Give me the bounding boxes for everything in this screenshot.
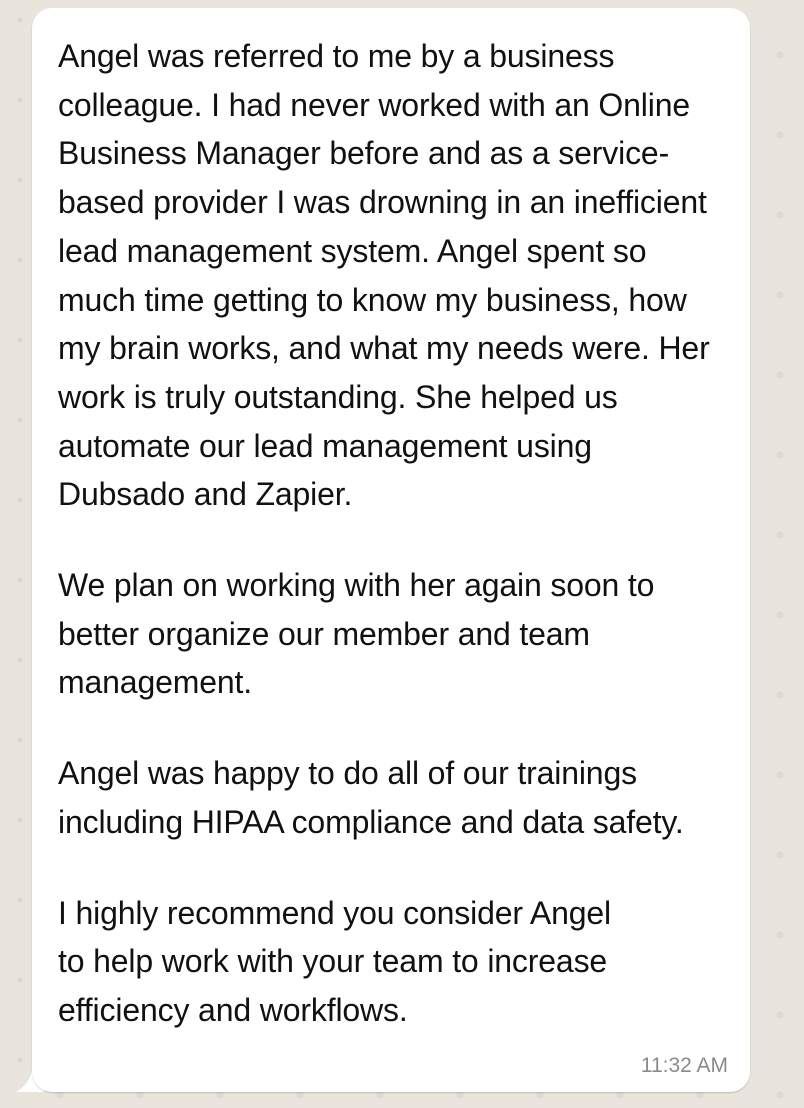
- message-paragraph-2: We plan on working with her again soon to better organize our member and team management.: [58, 567, 655, 701]
- message-paragraph-1: Angel was referred to me by a business colleague. I had never worked with an Online Business Manager before and as a service-based provider I was drowning in an inefficient lead management system. Angel spent so much time getting to know my business, how my brain works, and what my needs were. Her work is truly outstanding. She helped us automate our lead management using Dubsado and Zapier.: [58, 38, 710, 513]
- message-paragraph-4: I highly recommend you consider Angel to help work with your team to increase efficiency and workflows.: [58, 894, 611, 1028]
- message-paragraph-3: Angel was happy to do all of our trainings including HIPAA compliance and data safety.: [58, 755, 684, 840]
- message-bubble[interactable]: [32, 8, 750, 1092]
- message-timestamp: 11:32 AM: [640, 1054, 728, 1077]
